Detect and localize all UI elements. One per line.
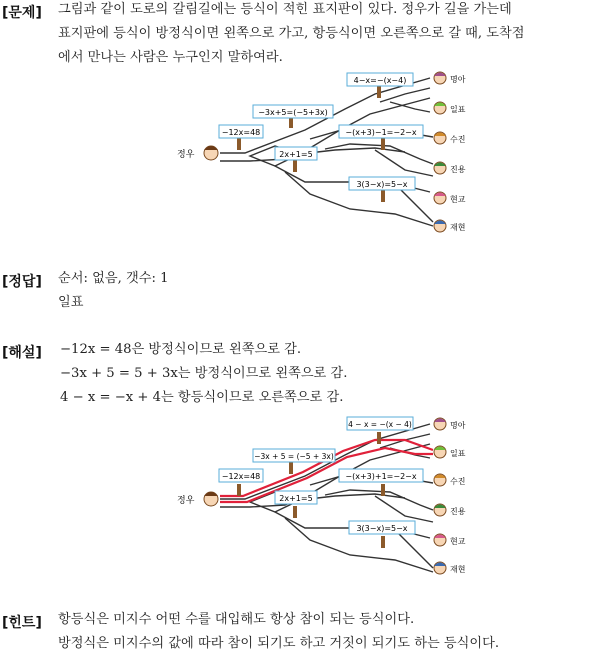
- answer-line-2: 일표: [58, 295, 84, 310]
- person-face-icon: [434, 418, 446, 430]
- person-face-icon: [434, 220, 446, 232]
- problem-line-1: 그림과 같이 도로의 갈림길에는 등식이 적힌 표지판이 있다. 정우가 길을 가는데: [58, 2, 512, 17]
- person-name-2: 일표: [450, 449, 466, 458]
- sign-text-1: 4 − x = −(x − 4): [348, 420, 412, 429]
- person-name-6: 재현: [450, 223, 466, 232]
- signs: [219, 73, 423, 190]
- start-face-icon: [204, 492, 218, 506]
- explanation-line-1: −12x = 48은 방정식이므로 왼쪽으로 감.: [60, 342, 302, 357]
- person-face-icon: [434, 192, 446, 204]
- person-name-1: 명아: [450, 421, 466, 430]
- person-name-1: 명아: [450, 75, 466, 84]
- road-diagram-1: [175, 64, 485, 244]
- sign-text-6: 3(3−x)=5−x: [356, 180, 408, 189]
- person-name-2: 일표: [450, 105, 466, 114]
- explanation-line-2: −3x + 5 = 5 + 3x는 방정식이므로 왼쪽으로 감.: [60, 366, 348, 381]
- people-1: [434, 72, 466, 232]
- problem-line-3: 에서 만나는 사람은 누구인지 말하여라.: [58, 50, 283, 65]
- start-name: 정우: [177, 150, 195, 160]
- person-name-4: 진용: [450, 165, 466, 174]
- sign-text-2: −3x+5=(−5+3x): [258, 108, 328, 117]
- start-face-icon: [204, 146, 218, 160]
- person-face-icon: [434, 504, 446, 516]
- sign-text-1: 4−x=−(x−4): [353, 76, 407, 85]
- roads: [220, 424, 433, 572]
- sign-text-3: −12x=48: [221, 472, 261, 481]
- sign-text-2: −3x + 5 = (−5 + 3x): [254, 452, 334, 461]
- explanation-line-3: 4 − x = −x + 4는 항등식이므로 오른쪽으로 감.: [60, 390, 344, 405]
- answer-label: [정답]: [2, 274, 42, 290]
- people-2: [434, 418, 466, 574]
- sign-text-4: −(x+3)+1=−2−x: [345, 472, 417, 481]
- person-name-5: 현교: [450, 195, 466, 204]
- hint-line-2: 방정식은 미지수의 값에 따라 참이 되기도 하고 거짓이 되기도 하는 등식이다.: [58, 636, 500, 651]
- person-name-5: 현교: [450, 537, 466, 546]
- hint-line-1: 항등식은 미지수 어떤 수를 대입해도 항상 참이 되는 등식이다.: [58, 612, 415, 627]
- road-diagram-2: [175, 410, 485, 585]
- person-name-6: 재현: [450, 565, 466, 574]
- problem-label: [문제]: [2, 5, 42, 21]
- sign-text-6: 3(3−x)=5−x: [356, 524, 408, 533]
- person-face-icon: [434, 102, 446, 114]
- person-name-4: 진용: [450, 507, 466, 516]
- sign-text-5: 2x+1=5: [279, 150, 313, 159]
- person-face-icon: [434, 474, 446, 486]
- roads: [220, 78, 433, 226]
- person-face-icon: [434, 534, 446, 546]
- person-face-icon: [434, 72, 446, 84]
- explanation-label: [해설]: [2, 345, 42, 361]
- problem-line-2: 표지판에 등식이 방정식이면 왼쪽으로 가고, 항등식이면 오른쪽으로 갈 때, 도착점: [58, 26, 525, 41]
- sign-text-3: −12x=48: [221, 128, 261, 137]
- person-face-icon: [434, 562, 446, 574]
- person-face-icon: [434, 162, 446, 174]
- person-face-icon: [434, 132, 446, 144]
- answer-line-1: 순서: 없음, 갯수: 1: [58, 271, 169, 286]
- person-face-icon: [434, 446, 446, 458]
- start-name: 정우: [177, 496, 195, 506]
- person-name-3: 수진: [450, 477, 466, 486]
- sign-text-5: 2x+1=5: [279, 494, 313, 503]
- sign-text-4: −(x+3)−1=−2−x: [345, 128, 417, 137]
- hint-label: [힌트]: [2, 615, 42, 631]
- person-name-3: 수진: [450, 135, 466, 144]
